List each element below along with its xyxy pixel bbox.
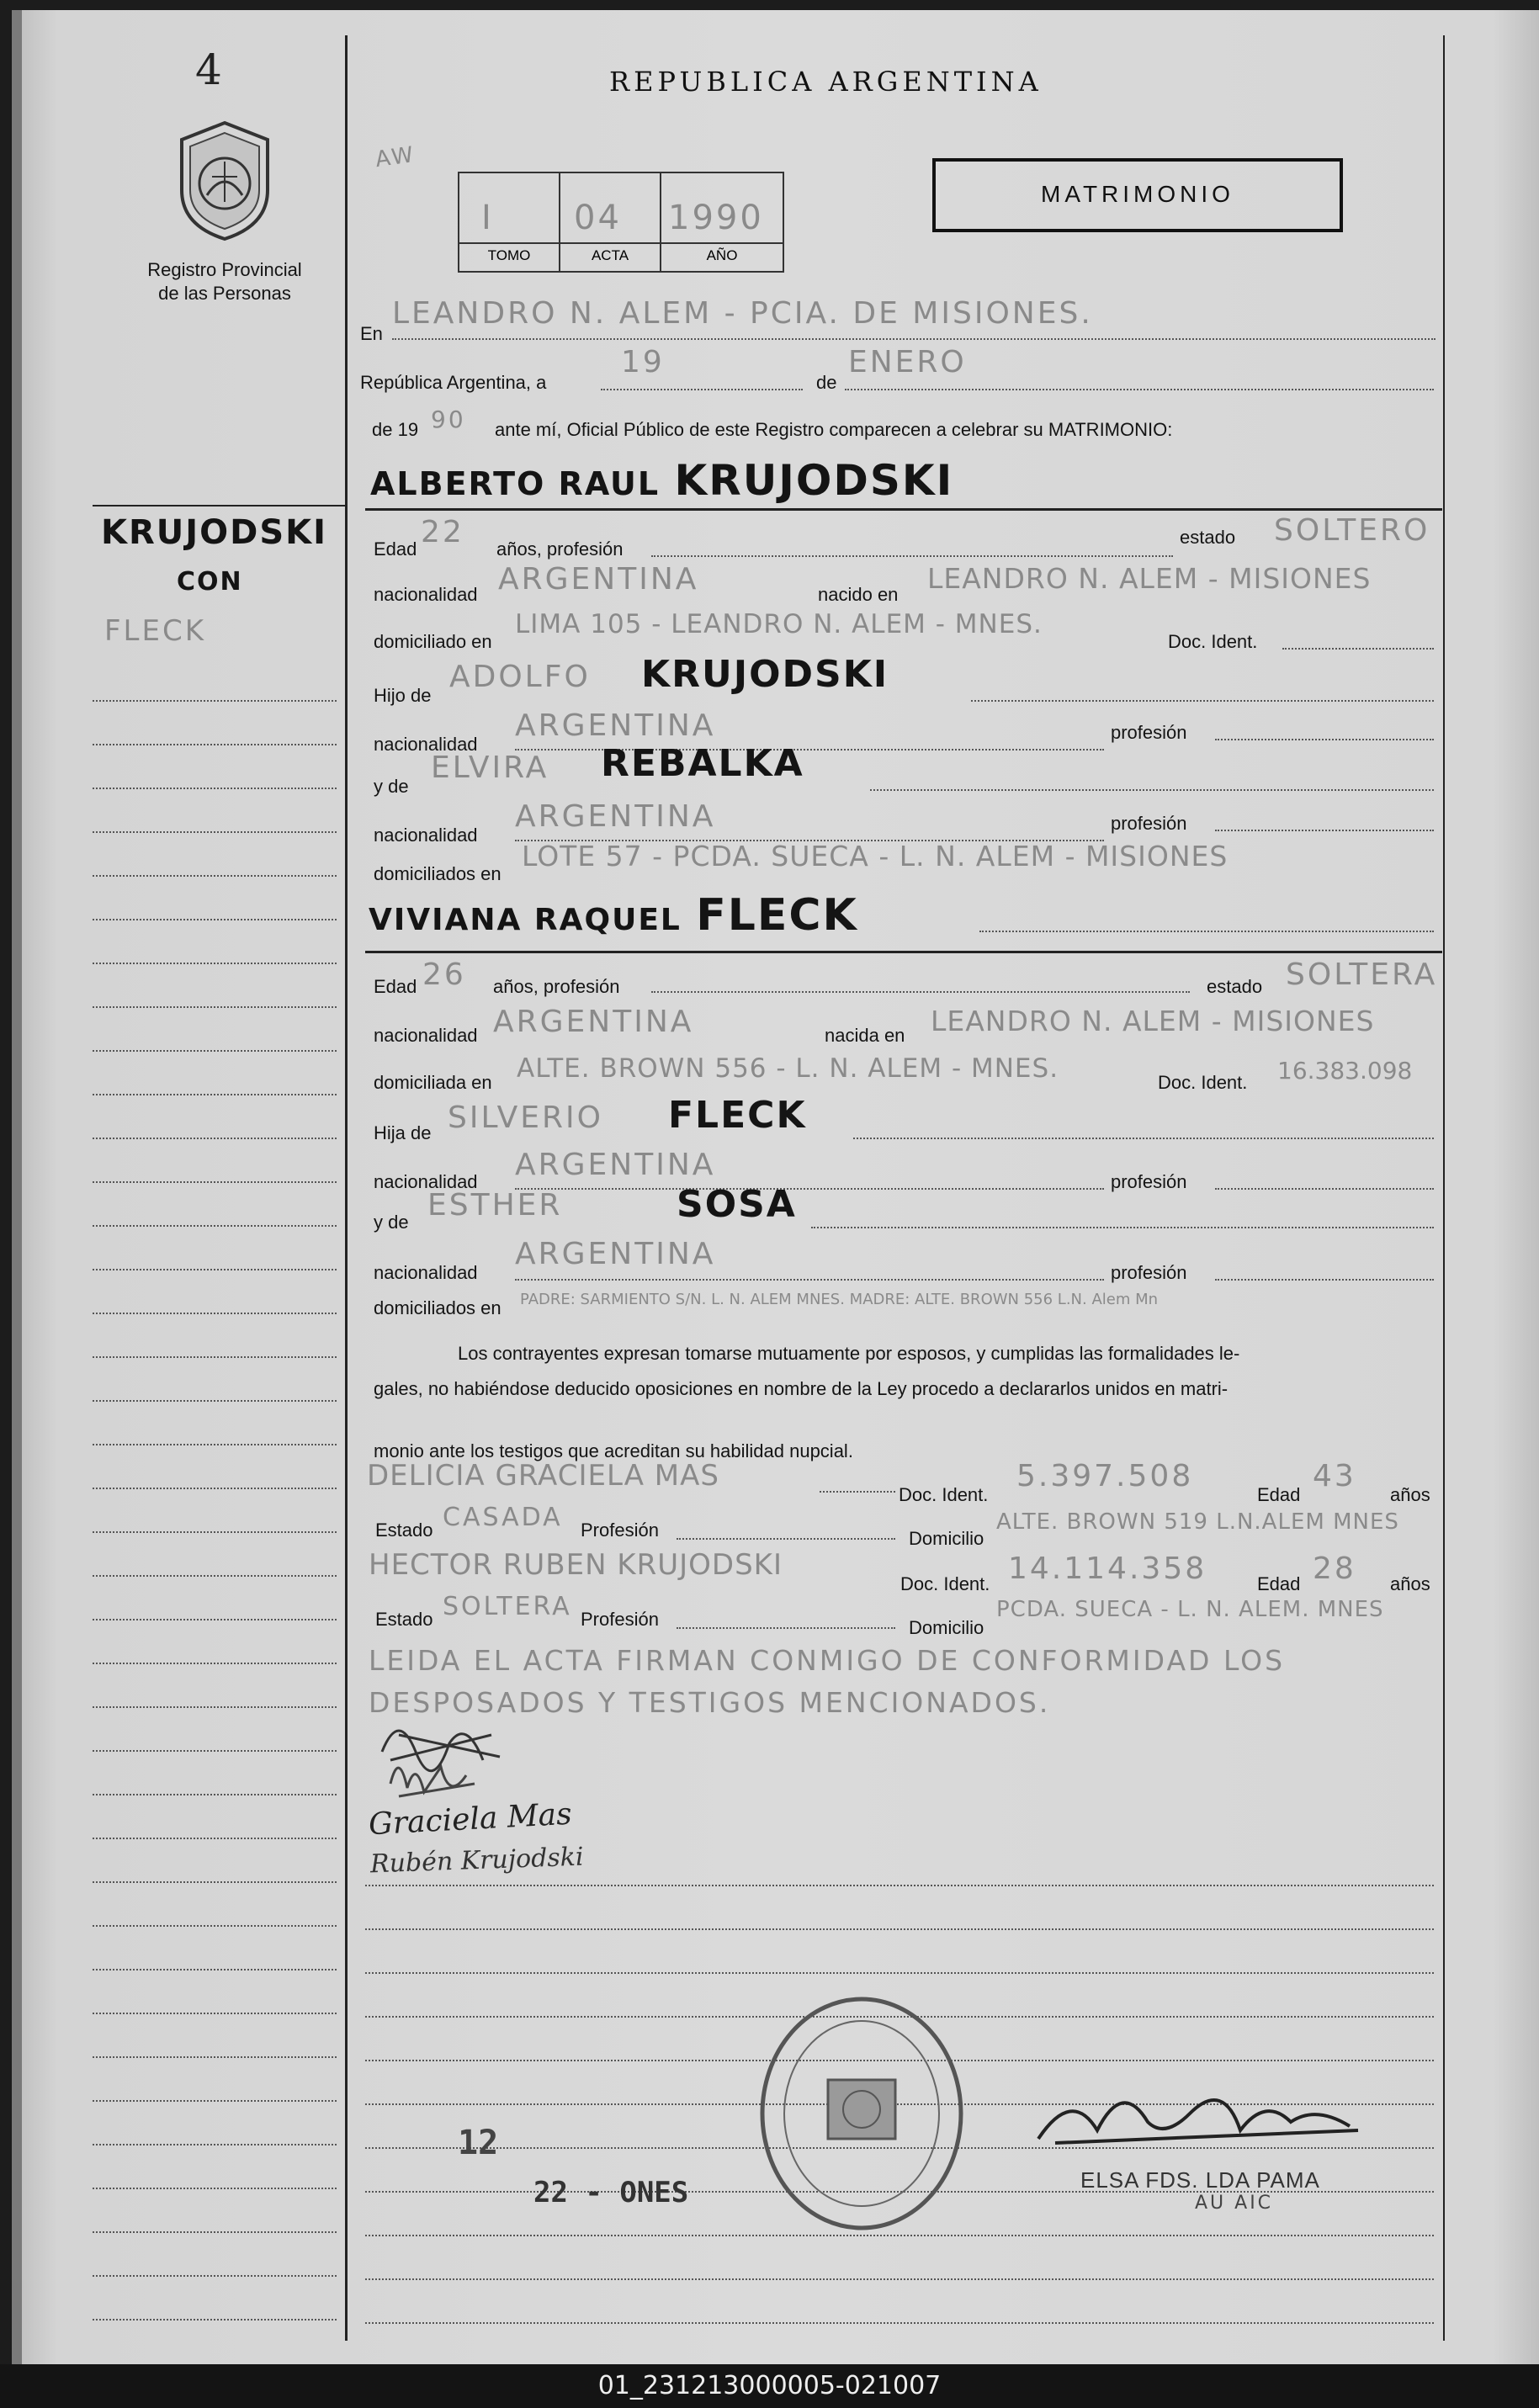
body-rule-line <box>365 1885 1434 1886</box>
groom-estado-value: SOLTERO <box>1274 513 1430 548</box>
groom-nacido-label: nacido en <box>818 584 899 605</box>
bride-mother-nac-label: nacionalidad <box>374 1262 478 1283</box>
margin-rule-line <box>93 1269 337 1270</box>
witness2-domicilio: PCDA. SUECA - L. N. ALEM. MNES <box>996 1597 1384 1622</box>
margin-rule-line <box>93 2231 337 2233</box>
margin-rule-line <box>93 1663 337 1664</box>
margin-rule-line <box>93 1750 337 1752</box>
margin-rule-line <box>93 2013 337 2014</box>
groom-birthplace: LEANDRO N. ALEM - MISIONES <box>927 562 1372 595</box>
witness1-doc-label: Doc. Ident. <box>899 1484 989 1505</box>
bride-anos-profesion: años, profesión <box>493 976 620 997</box>
groom-given-names: ALBERTO RAUL KRUJODSKI <box>370 456 954 505</box>
groom-domiciliados-label: domiciliados en <box>374 863 502 884</box>
bride-father-surname: FLECK <box>668 1094 807 1137</box>
witness2-domicilio-label: Domicilio <box>909 1617 984 1638</box>
margin-rule-line <box>93 1181 337 1183</box>
margin-note-con: CON <box>177 567 243 597</box>
margin-rule-line <box>93 1138 337 1139</box>
official-name: ELSA FDS. LDA PAMA <box>1080 2167 1320 2193</box>
witness1-estado: CASADA <box>443 1503 563 1532</box>
margin-rule-line <box>93 1050 337 1052</box>
bride-age: 26 <box>422 957 466 992</box>
witness2-doc-label: Doc. Ident. <box>900 1573 990 1594</box>
bride-birthplace: LEANDRO N. ALEM - MISIONES <box>931 1005 1375 1037</box>
margin-rule-line <box>93 1094 337 1095</box>
margin-rule-line <box>93 2275 337 2277</box>
margin-rule-line <box>93 1313 337 1314</box>
record-number-box <box>458 172 784 273</box>
margin-rule-line <box>93 919 337 920</box>
signature-4: Rubén Krujodski <box>369 1842 585 1880</box>
declaration-line2: gales, no habiéndose deducido oposiciones en nombre de la Ley procedo a declararlos unidos en matri- <box>374 1378 1229 1399</box>
groom-father-profesion-label: profesión <box>1111 722 1187 743</box>
margin-rule-line <box>93 875 337 877</box>
margin-rule-line <box>93 1400 337 1402</box>
official-signature-icon <box>1022 2063 1383 2164</box>
groom-anos-profesion: años, profesión <box>496 538 624 560</box>
margin-rule-line <box>93 1444 337 1445</box>
margin-rule-line <box>93 1881 337 1883</box>
document-page <box>12 10 1539 2364</box>
declaration-line1: Los contrayentes expresan tomarse mutuamente por esposos, y cumplidas las formalidades le- <box>458 1343 1240 1364</box>
ano-cell <box>661 173 783 271</box>
closing-line2: DESPOSADOS Y TESTIGOS MENCIONADOS. <box>369 1686 1051 1719</box>
bride-doc-value: 16.383.098 <box>1277 1057 1413 1085</box>
bride-domiciliados-label: domiciliados en <box>374 1297 502 1318</box>
official-stamp-icon <box>752 1987 971 2240</box>
bride-yde-label: y de <box>374 1212 409 1233</box>
margin-rule-line <box>93 831 337 833</box>
body-rule-line <box>365 1928 1434 1930</box>
margin-rule-line <box>93 963 337 964</box>
bride-domicilio-value: ALTE. BROWN 556 - L. N. ALEM - MNES. <box>517 1053 1059 1084</box>
groom-yde-label: y de <box>374 776 409 797</box>
act-type-box: MATRIMONIO <box>932 158 1343 232</box>
official-initials: AU AIC <box>1195 2193 1274 2214</box>
groom-estado-label: estado <box>1180 527 1236 548</box>
bride-mother-nac: ARGENTINA <box>515 1237 716 1271</box>
bride-father-nac-label: nacionalidad <box>374 1171 478 1192</box>
groom-mother-nac: ARGENTINA <box>515 799 716 834</box>
bride-nacida-label: nacida en <box>825 1025 905 1046</box>
closing-line1: LEIDA EL ACTA FIRMAN CONMIGO DE CONFORMIDAD LOS <box>369 1644 1286 1677</box>
bride-mother-surname: SOSA <box>677 1183 797 1226</box>
groom-domicilio-value: LIMA 105 - LEANDRO N. ALEM - MNES. <box>515 609 1043 639</box>
tomo-cell <box>459 173 560 271</box>
margin-rule-line <box>93 1225 337 1227</box>
witness2-profesion-label: Profesión <box>581 1609 659 1630</box>
margin-rule-line <box>93 1488 337 1489</box>
witness1-domicilio: ALTE. BROWN 519 L.N.ALEM MNES <box>996 1509 1399 1535</box>
bride-father-profesion-label: profesión <box>1111 1171 1187 1192</box>
en-label: En <box>360 323 383 344</box>
year-value: 90 <box>431 406 466 433</box>
groom-edad-label: Edad <box>374 538 417 560</box>
margin-rule-line <box>93 1969 337 1970</box>
margin-rule-line <box>93 1925 337 1927</box>
groom-section-rule <box>365 508 1442 511</box>
groom-mother-nac-label: nacionalidad <box>374 825 478 846</box>
witness1-domicilio-label: Domicilio <box>909 1528 984 1549</box>
month-value: ENERO <box>848 345 967 379</box>
declaration-line3: monio ante los testigos que acreditan su habilidad nupcial. <box>374 1440 853 1461</box>
acta-label: ACTA <box>560 242 660 264</box>
tomo-label: TOMO <box>459 242 559 264</box>
body-rule-line <box>365 2322 1434 2324</box>
groom-nacionalidad-value: ARGENTINA <box>498 562 699 597</box>
bride-mother-profesion-label: profesión <box>1111 1262 1187 1283</box>
bride-father-given: SILVERIO <box>448 1101 603 1135</box>
margin-rule-line <box>93 1006 337 1008</box>
witness1-anos-label: años <box>1390 1484 1430 1505</box>
acta-value: 04 <box>574 199 622 237</box>
place-value: LEANDRO N. ALEM - PCIA. DE MISIONES. <box>392 296 1093 331</box>
witness2-age: 28 <box>1313 1551 1356 1586</box>
provincial-seal-icon <box>173 118 276 244</box>
column-divider <box>345 35 348 2341</box>
groom-father-nac-label: nacionalidad <box>374 734 478 755</box>
witness1-edad-label: Edad <box>1257 1484 1301 1505</box>
witness1-doc: 5.397.508 <box>1016 1459 1194 1493</box>
margin-rule-line <box>93 700 337 702</box>
groom-mother-profesion-label: profesión <box>1111 813 1187 834</box>
bride-doc-label: Doc. Ident. <box>1158 1072 1248 1093</box>
bride-mother-given: ESTHER <box>427 1188 563 1223</box>
groom-mother-given: ELVIRA <box>431 751 549 785</box>
year-prefix: de 19 <box>372 419 419 440</box>
day-value: 19 <box>621 345 665 379</box>
bride-parents-domicilio: PADRE: SARMIENTO S/N. L. N. ALEM MNES. MADRE: ALTE. BROWN 556 L.N. Alem Mn <box>520 1291 1159 1308</box>
margin-rule-line <box>93 2319 337 2320</box>
footer-code: 01_231213000005-021007 <box>0 2364 1539 2408</box>
ano-label: AÑO <box>661 242 783 264</box>
body-rule-line <box>365 1972 1434 1974</box>
margin-rule-line <box>93 2100 337 2102</box>
witness2-anos-label: años <box>1390 1573 1430 1594</box>
signature-3: Graciela Mas <box>368 1796 573 1843</box>
groom-hijo-label: Hijo de <box>374 685 432 706</box>
margin-rule-line <box>93 2144 337 2145</box>
country-title: REPUBLICA ARGENTINA <box>609 66 1043 98</box>
page-number: 4 <box>195 45 222 94</box>
acta-cell <box>560 173 661 271</box>
witness2-estado-label: Estado <box>375 1609 433 1630</box>
witness1-estado-label: Estado <box>375 1520 433 1541</box>
margin-rule-line <box>93 744 337 745</box>
stamp-date: 22 - ONES <box>533 2176 689 2209</box>
margin-note-surname2: FLECK <box>104 614 207 648</box>
intro-text: ante mí, Oficial Público de este Registro comparecen a celebrar su MATRIMONIO: <box>495 419 1173 440</box>
witness2-name: HECTOR RUBEN KRUJODSKI <box>369 1548 783 1582</box>
groom-father-nac: ARGENTINA <box>515 708 716 743</box>
tomo-value: I <box>481 199 494 237</box>
bride-father-nac: ARGENTINA <box>515 1148 716 1182</box>
registry-title-line1: Registro Provincial <box>147 259 302 280</box>
witness2-doc: 14.114.358 <box>1008 1551 1207 1586</box>
bride-estado-label: estado <box>1207 976 1263 997</box>
bride-nacionalidad-value: ARGENTINA <box>493 1005 694 1039</box>
groom-father-given: ADOLFO <box>449 660 591 694</box>
margin-note-top-rule <box>93 505 345 507</box>
month-de-label: de <box>816 372 837 393</box>
margin-rule-line <box>93 1531 337 1533</box>
bride-hija-label: Hija de <box>374 1122 432 1143</box>
initials-note: AW <box>374 141 417 173</box>
groom-father-surname: KRUJODSKI <box>641 653 889 696</box>
witness2-estado: SOLTERA <box>443 1592 572 1621</box>
witness1-name: DELICIA GRACIELA MAS <box>367 1459 719 1493</box>
groom-domiciliado-label: domiciliado en <box>374 631 492 652</box>
body-rule-line <box>365 2278 1434 2280</box>
republica-label: República Argentina, a <box>360 372 547 393</box>
bride-nacionalidad-label: nacionalidad <box>374 1025 478 1046</box>
margin-rule-line <box>93 1575 337 1577</box>
bride-section-rule <box>365 951 1442 953</box>
binder-edge <box>12 10 22 2364</box>
groom-nacionalidad-label: nacionalidad <box>374 584 478 605</box>
witness1-age: 43 <box>1313 1459 1356 1493</box>
margin-note-surname1: KRUJODSKI <box>101 513 328 552</box>
margin-rule-line <box>93 1794 337 1795</box>
right-border <box>1443 35 1445 2341</box>
margin-rule-line <box>93 1619 337 1620</box>
margin-rule-line <box>93 1706 337 1708</box>
stamp-number: 12 <box>458 2124 499 2162</box>
bride-domiciliada-label: domiciliada en <box>374 1072 492 1093</box>
witness1-profesion-label: Profesión <box>581 1520 659 1541</box>
groom-age: 22 <box>421 515 464 549</box>
margin-rule-line <box>93 1838 337 1839</box>
margin-rule-line <box>93 2188 337 2189</box>
bride-edad-label: Edad <box>374 976 417 997</box>
margin-rule-line <box>93 788 337 789</box>
signature-2-icon <box>365 1742 500 1809</box>
bride-estado-value: SOLTERA <box>1286 957 1438 992</box>
margin-rule-line <box>93 1356 337 1358</box>
groom-doc-label: Doc. Ident. <box>1168 631 1258 652</box>
groom-mother-surname: REBALKA <box>601 742 804 785</box>
ano-value: 1990 <box>668 199 764 237</box>
registry-title-line2: de las Personas <box>158 283 291 304</box>
bride-given-names: VIVIANA RAQUEL FLECK <box>369 890 858 941</box>
groom-parents-domicilio: LOTE 57 - PCDA. SUECA - L. N. ALEM - MISIONES <box>522 840 1229 873</box>
margin-rule-line <box>93 2056 337 2058</box>
witness2-edad-label: Edad <box>1257 1573 1301 1594</box>
